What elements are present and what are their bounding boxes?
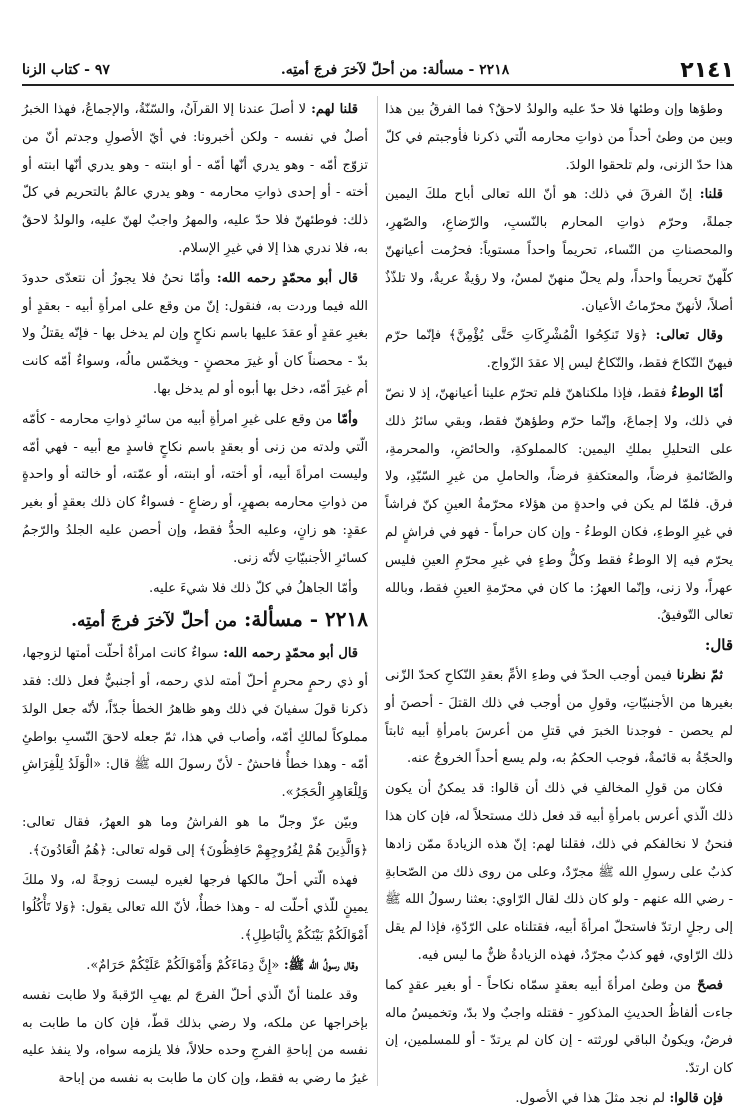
- paragraph-lead: ثمّ نظرنا: [671, 667, 723, 683]
- paragraph-text: وطؤها وإن وطئها فلا حدّ عليه والولدُ لاحقٌ؟ فما الفرقُ بين هذا وبين من وطئ أحداً من ذواتِ محارمه الّتي ذكرنا فأوجبتم في كلّ هذا حدّ الزنى، ولم تلحقوا الولدَ.: [385, 102, 733, 173]
- paragraph: [385, 775, 733, 970]
- paragraph-lead: قال أبو محمّدٍ رحمه الله:: [210, 270, 358, 286]
- page-number: ٢١٤١: [680, 57, 734, 83]
- paragraph: [385, 972, 733, 1083]
- left-column: [22, 96, 368, 1086]
- paragraph-text: من وقع على غيرِ امرأةِ أبيه من سائرِ ذواتِ محارمه - كأمّه الّتي ولدته من زنى أو بعقدٍ باسم نكاحٍ فاسدٍ مع أبيه - فهي أمّه وليست امرأةَ أبيه، أو أخته، أو ابنته، أو عمّته، أو خالته أو واحدةٍ من ذواتِ محارمه بصهرٍ، أو رضاعٍ - فسواءٌ كان ذلك بعقدٍ أو بغير عقدٍ: هو زانٍ، وعليه الحدُّ فقط، وإن أحصن عليه الجلدُ والرّجمُ كسائرِ الأجنبيّاتِ لأنّه زنى.: [22, 411, 368, 566]
- paragraph-lead: وقال رسولُ الله ﷺ:: [279, 957, 358, 973]
- paragraph-text: فكان من قولِ المخالفِ في ذلك أن قالوا: قد يمكنُ أن يكون ذلك الّذي أعرس بامرأةِ أبيه قد فعل ذلك مستحلاً له، فإن كان هذا فنحنُ لا نخالفكم في ذلك، فقلنا لهم: إنّ هذه الزيادةَ ممّن زادها كذبٌ على رسولِ الله ﷺ مجرّدٌ، وعلى من روى ذلك من الصّحابةِ - رضي الله عنهم - ولو كان ذلك لقال الرّاوي: بعثنا رسولُ الله ﷺ إلى رجلٍ ارتدّ فاستحلّ امرأةَ أبيه، فقتلناه على الرّدّةِ، فإذا لم يقل ذلك الرّاوي، فهو كذبٌ مجرّدٌ، فهذه الزيادةُ ظنٌّ ما ليس فيه.: [385, 781, 733, 963]
- paragraph: [385, 1085, 733, 1113]
- right-column: [385, 96, 733, 1106]
- paragraph: [22, 640, 368, 807]
- page-header: [22, 56, 734, 86]
- paragraph: [22, 809, 368, 865]
- paragraph-lead: فإن قالوا:: [664, 1090, 723, 1106]
- section-title: من أحلّ لآخرَ فرجَ أمتِه.: [71, 611, 237, 632]
- paragraph: [22, 982, 368, 1093]
- paragraph-lead: وقال تعالى:: [647, 328, 724, 344]
- paragraph-text: من وطئ امرأةَ أبيه بعقدٍ سمّاه نكاحاً - أو بغير عقدٍ كما جاءت ألفاظُ الحديثِ المذكورِ - فقتله واجبٌ ولا بدّ، وتخميسُ ماله فرضٌ، ويكونُ الباقي لورثته - إن كان لم يرتدّ - أو للمسلمين، إن كان ارتدّ.: [385, 977, 733, 1077]
- paragraph-lead: وأمّا: [332, 411, 358, 427]
- paragraph-text: وقد علمنا أنّ الّذي أحلّ الفرجَ لم يهبِ الرّقبةَ ولا طابت نفسه بإخراجها عن ملكه، ولا رضي بذلك قطّ، فإن كان ما طابت به نفسه من إباحةِ الفرجِ وحده حلالاً، فلا يلزمه سواه، ولا ينفذ عليه غيرُ ما رضي به فقط، وإن كان ما طابت به نفسه من إباحة: [22, 987, 368, 1087]
- section-heading: [22, 606, 368, 636]
- section-number: ٢٢١٨ - مسألة:: [236, 607, 368, 632]
- paragraph-text: «إِنَّ دِمَاءَكُمْ وَأَمْوَالَكُمْ عَلَيْكُمْ حَرَامٌ».: [86, 957, 280, 973]
- paragraph: [22, 952, 368, 980]
- paragraph: [385, 181, 733, 320]
- paragraph: [22, 265, 368, 404]
- paragraph-text: فيمن أوجب الحدّ في وطءِ الأمِّ بعقدِ النّكاحِ كحدّ الزّنى بغيرها من الأجنبيّاتِ، وقولِ من أوجب في ذلك القتلَ - أحصنَ أو لم يحصن - فوجدنا الخبرَ في قتلِ من أعرسَ بامرأةِ أبيه ثابتاً والحجّةُ به قائمةٌ، فوجب الحكمُ به، ولم يسع أحداً الخروجُ عنه.: [385, 667, 733, 767]
- paragraph: [22, 96, 368, 263]
- paragraph-lead: فصحّ: [691, 977, 724, 993]
- paragraph-text: سواءٌ كانت امرأةٌ أحلّت أمتها لزوجها، أو ذي رحمٍ محرمٍ أحلّ أمته لذي رحمه، أو أجنبيٌّ فعل ذلك: فقد ذكرنا قولَ سفيانَ في ذلك وهو ظاهرُ الخطأ جدّاً، لأنّه جعل الولدَ مملوكاً لمالكِ أمّه، وأصاب في هذا، ثمّ جعله لاحقَ النّسبِ بواطئِ أمّه - وهذا خطأٌ فاحشٌ - لأنّ رسولَ الله ﷺ قال: «الْوَلَدُ لِلْفِرَاشِ وَلِلْعَاهِرِ الْحَجَرُ».: [22, 646, 368, 801]
- paragraph-text: ﴿وَلا تَنكِحُوا الْمُشْرِكَاتِ حَتَّى يُؤْمِنَّ﴾ فإنّما حرّم فيهنّ النّكاحَ فقط، والنّكاحُ ليس إلا عقدَ الزّواج.: [385, 328, 733, 372]
- paragraph-text: فقط، فإذا ملكناهنّ فلم تحرّم علينا أعيانهنّ، إذ لا نصّ في ذلك، ولا إجماعَ، وإنّما حرّم وطؤهنّ فقط، وبقي سائرُ ذلك على التحليلِ بملكِ اليمين: كالمملوكةِ، والحائضِ، والمحرمةِ، والصّائمةِ فرضاً، والمعتكفةِ فرضاً، والحاملِ من غيرِ السّيّدِ، ولا فرق. فلمّا لم يكن في واحدةٍ من هؤلاء محرّمةُ العينِ كنّ فراشاً في غيرِ الوطءِ، فكان الوطءُ - وإن كان حراماً - فهو في فراشٍ لم يحرّم فيه إلا الوطءُ فقط وكلُّ وطءٍ في غيرِ محرّمِ العينِ فليس عهراً، ولا زنى، وإنّما العهرُ: ما كان في محرّمةِ العينِ فقط، وبالله تعالى التّوفيقُ.: [385, 385, 733, 624]
- column-divider: [377, 96, 378, 1086]
- paragraph-text: وبيّن عزّ وجلّ ما هو الفراشُ وما هو العهرُ، فقال تعالى: ﴿وَالَّذِينَ هُمْ لِفُرُوجِهِمْ حَافِظُونَ﴾ إلى قوله تعالى: ﴿هُمُ الْعَادُونَ﴾.: [22, 814, 368, 858]
- paragraph-text: وأمّا الجاهلُ في كلّ ذلك فلا شيءَ عليه.: [148, 580, 358, 596]
- paragraph-text: فهذه الّتي أحلّ مالكها فرجها لغيره ليست زوجةً له، ولا ملكَ يمينٍ للّذي أحلّت له - وهذا خطأٌ، لأنّ الله تعالى يقول: ﴿وَلا تَأْكُلُوا أَمْوَالَكُمْ بَيْنَكُمْ بِالْبَاطِلِ﴾.: [22, 872, 368, 944]
- book-title: ٩٧ - كتاب الزنا: [22, 62, 110, 78]
- running-title: ٢٢١٨ - مسألة: من أحلّ لآخرَ فرجَ أمتِه.: [280, 62, 510, 78]
- paragraph-text: إنّ الفرقَ في ذلك: هو أنّ الله تعالى أباح ملكَ اليمين جملةً، وحرّم ذواتِ المحارم بالنّسبِ، والرّضاعِ، والصّهرِ، والمحصناتِ من النّساء، تحريماً واحداً مستوياً: فحرُمت أعيانهنّ كلّهنّ تحريماً واحداً، ولم يحلّ منهنّ لمسٌ، ولا رؤيةٌ عريةٌ، ولا تلذّذٌ أصلاً، لأنهنّ محرّماتُ الأعيان.: [385, 187, 733, 314]
- paragraph: [385, 662, 733, 773]
- paragraph-text: وأمّا نحنُ فلا يجوزُ أن نتعدّى حدودَ الله فيما وردت به، فنقول: إنّ من وقع على امرأةِ أبيه - بعقدٍ أو بغيرِ عقدٍ أو عقدَ عليها باسم نكاحٍ وإن لم يدخل بها - فإنّه يقتلُ ولا بدّ - محصناً كان أو غيرَ محصنٍ - ويخمّس مالُه، وسواءٌ أمّه كانت أم غيرَ أمّه، دخل بها أبوه أو لم يدخل بها.: [22, 270, 368, 397]
- paragraph: [385, 322, 733, 378]
- paragraph-lead: قلنا:: [692, 187, 723, 203]
- paragraph-text: لم نجد مثلَ هذا في الأصول.: [515, 1090, 665, 1106]
- heading-qala: قال:: [704, 636, 733, 655]
- paragraph-lead: أمّا الوطءُ: [666, 385, 724, 401]
- paragraph-lead: قلنا لهم:: [306, 102, 358, 117]
- paragraph: [22, 406, 368, 573]
- paragraph: [385, 380, 733, 630]
- paragraph: [22, 867, 368, 950]
- paragraph-text: لا أصلَ عندنا إلا القرآنُ، والسّنّةُ، والإجماعُ، فهذا الخبرُ أصلٌ في نفسه - ولكن أخبرونا: في أيّ الأصولِ وجدتم أنّ من تزوّج أمّه - وهو يدري أنّها أمّه - أو ابنته - وهو يدري أنّها ابنته أو أخته - أو إحدى ذواتِ محارمه - وهو يدري عالمٌ بالتحريم في كلّ ذلك: فوطئهنّ فلا حدّ عليه، والمهرُ واجبٌ لهنّ عليه، والولدُ لاحقٌ به، فلا ندري هذا إلا في غيرِ الإسلام.: [22, 102, 368, 256]
- paragraph: [22, 575, 368, 603]
- paragraph: [385, 96, 733, 179]
- paragraph-lead: قال أبو محمّدٍ رحمه الله:: [218, 646, 358, 662]
